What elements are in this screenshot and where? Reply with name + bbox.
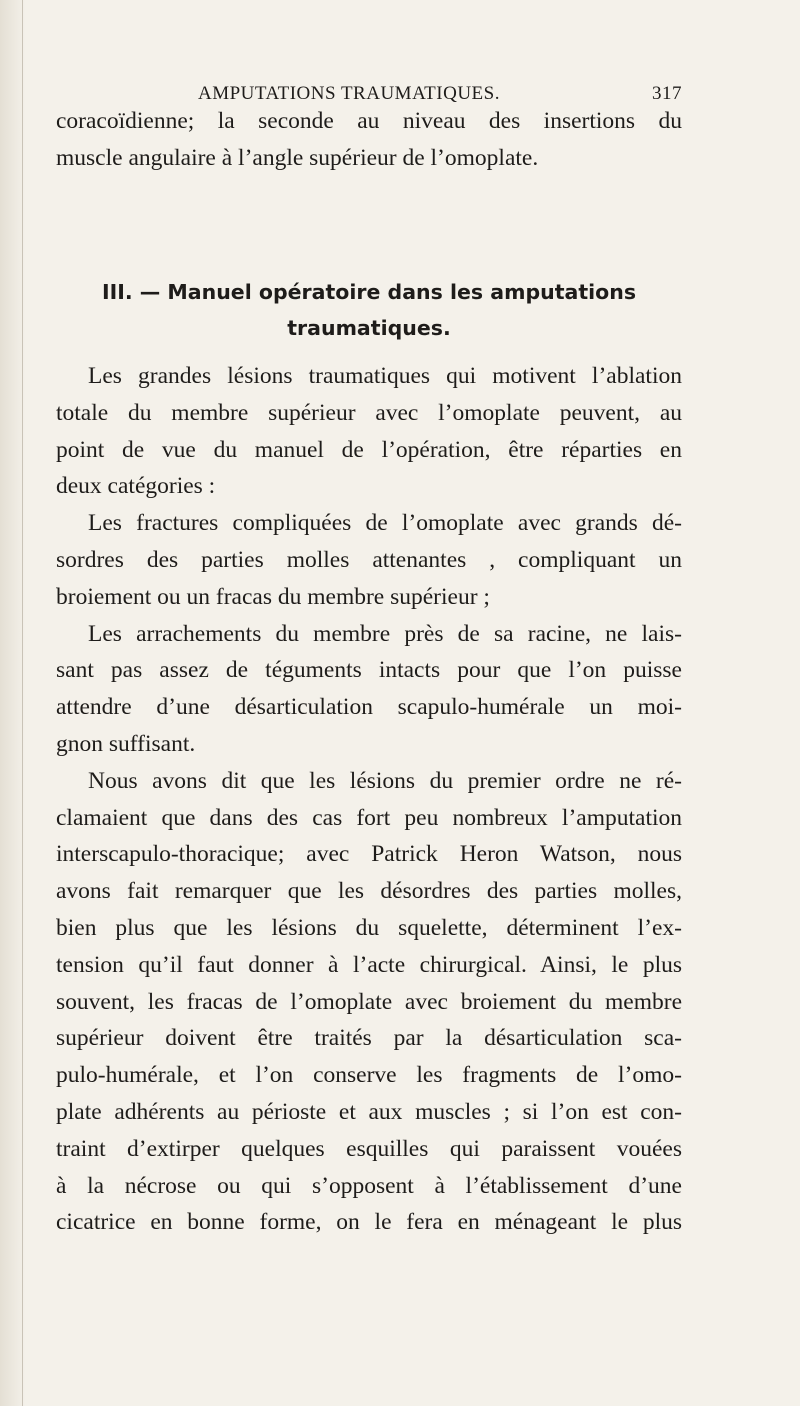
text-line: sordres des parties molles attenantes , compliquant un xyxy=(56,546,682,573)
gutter-line xyxy=(22,0,23,1406)
text-line: point de vue du manuel de l’opération, être réparties en xyxy=(56,436,682,463)
text-line: deux catégories : xyxy=(56,473,216,500)
text-line: tension qu’il faut donner à l’acte chirurgical. Ainsi, le plus xyxy=(56,951,682,978)
text-line: Nous avons dit que les lésions du premier ordre ne ré- xyxy=(88,767,682,794)
page-number: 317 xyxy=(652,83,682,104)
text-line: Les arrachements du membre près de sa racine, ne lais- xyxy=(88,620,682,647)
intro-paragraph xyxy=(56,103,682,177)
text-line: avons fait remarquer que les désordres des parties molles, xyxy=(56,878,682,905)
body-text xyxy=(56,358,682,1241)
text-line: plate adhérents au périoste et aux muscles ; si l’on est con- xyxy=(56,1098,682,1125)
running-title: AMPUTATIONS TRAUMATIQUES. xyxy=(198,83,500,104)
text-line: à la nécrose ou qui s’opposent à l’établissement d’une xyxy=(56,1172,682,1199)
section-heading-line: III. — Manuel opératoire dans les amputations xyxy=(101,280,637,304)
text-line: Les grandes lésions traumatiques qui motivent l’ablation xyxy=(88,363,682,389)
text-line: totale du membre supérieur avec l’omoplate peuvent, au xyxy=(56,399,682,426)
text-line: clamaient que dans des cas fort peu nombreux l’amputation xyxy=(56,804,682,831)
section-heading xyxy=(56,274,682,346)
text-line: sant pas assez de téguments intacts pour que l’on puisse xyxy=(56,657,682,684)
text-line: supérieur doivent être traités par la désarticulation sca- xyxy=(56,1025,682,1052)
text-line: pulo-humérale, et l’on conserve les fragments de l’omo- xyxy=(56,1062,682,1089)
text-line: muscle angulaire à l’angle supérieur de l’omoplate. xyxy=(56,144,539,171)
text-line: Les fractures compliquées de l’omoplate avec grands dé- xyxy=(88,510,682,537)
text-line: broiement ou un fracas du membre supérieur ; xyxy=(56,583,490,610)
text-line: cicatrice en bonne forme, on le fera en ménageant le plus xyxy=(56,1209,682,1236)
text-line: souvent, les fracas de l’omoplate avec broiement du membre xyxy=(56,988,682,1015)
text-line: interscapulo-thoracique; avec Patrick Heron Watson, nous xyxy=(56,841,682,868)
text-line: bien plus que les lésions du squelette, déterminent l’ex- xyxy=(56,914,682,941)
text-line: attendre d’une désarticulation scapulo-humérale un moi- xyxy=(56,694,682,721)
section-heading-line: traumatiques. xyxy=(287,316,451,340)
text-line: gnon suffisant. xyxy=(56,730,196,757)
text-line: traint d’extirper quelques esquilles qui paraissent vouées xyxy=(56,1135,682,1162)
text-line: coracoïdienne; la seconde au niveau des insertions du xyxy=(56,108,682,134)
